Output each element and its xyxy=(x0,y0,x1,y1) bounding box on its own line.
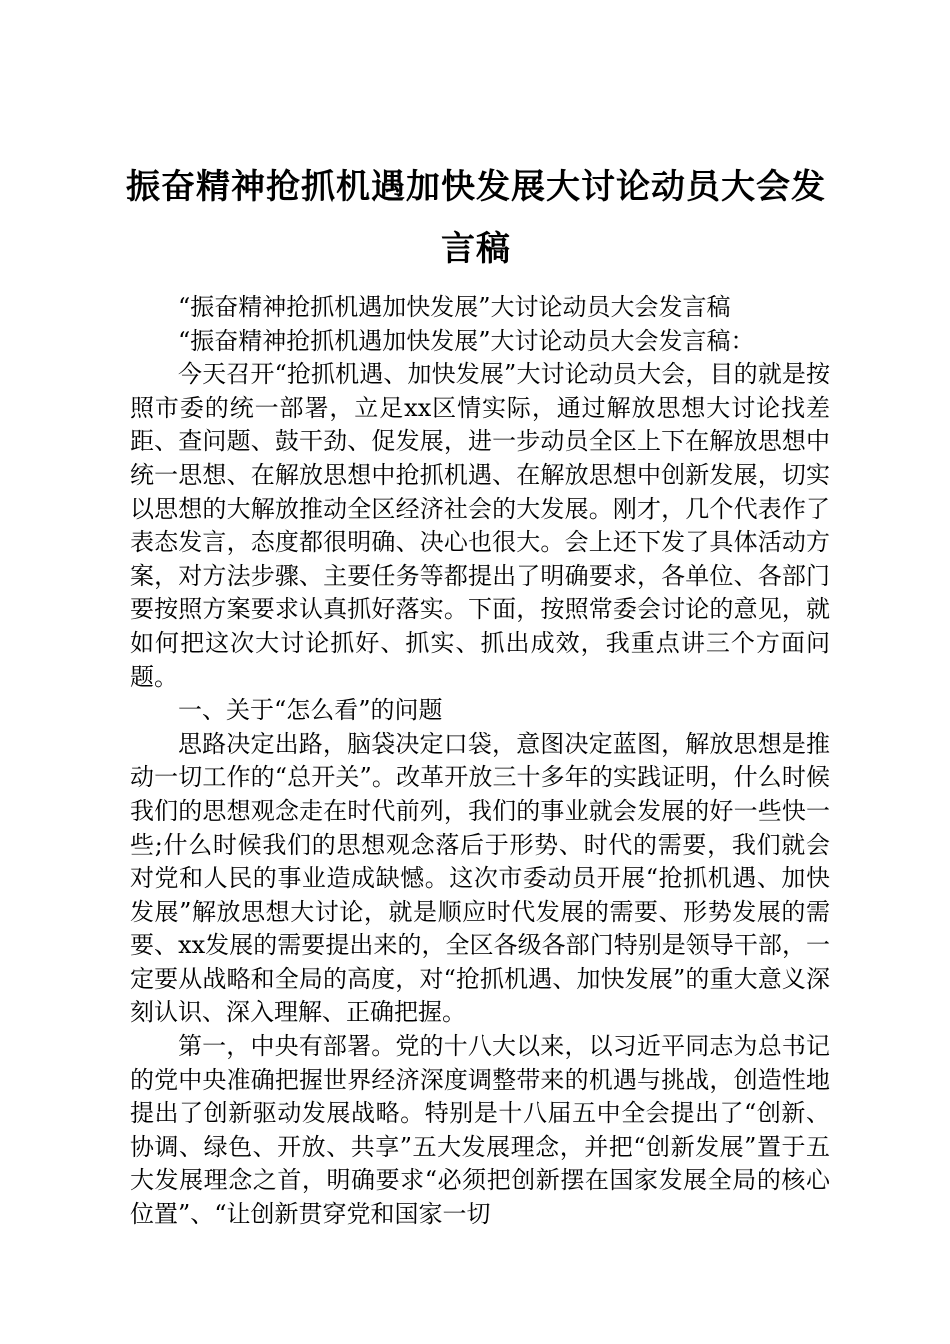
section-heading-1: 一、关于“怎么看”的问题 xyxy=(178,696,443,725)
paragraph-opening: 今天召开“抢抓机遇、加快发展”大讨论动员大会，目的就是按照市委的统一部署，立足xx区情实际，通过解放思想大讨论找差距、查问题、鼓干劲、促发展，进一步动员全区上下在解放思想中统一思想、在解放思想中抢抓机遇、在解放思想中创新发展，切实以思想的大解放推动全区经济社会的大发展。刚才，几个代表作了表态发言，态度都很明确、决心也很大。会上还下发了具体活动方案，对方法步骤、主要任务等都提出了明确要求，各单位、各部门要按照方案要求认真抓好落实。下面，按照常委会讨论的意见，就如何把这次大讨论抓好、抓实、抓出成效，我重点讲三个方面问题。 xyxy=(130,360,830,691)
paragraph-first-point: 第一，中央有部署。党的十八大以来，以习近平同志为总书记的党中央准确把握世界经济深度调整带来的机遇与挑战，创造性地提出了创新驱动发展战略。特别是十八届五中全会提出了“创新、协调、绿色、开放、共享”五大发展理念，并把“创新发展”置于五大发展理念之首，明确要求“必须把创新摆在国家发展全局的核心位置”、“让创新贯穿党和国家一切 xyxy=(130,1032,830,1229)
document-body xyxy=(130,291,830,1232)
document-title: 振奋精神抢抓机遇加快发展大讨论动员大会发言稿 xyxy=(126,167,826,269)
paragraph-thinking: 思路决定出路，脑袋决定口袋，意图决定蓝图，解放思想是推动一切工作的“总开关”。改革开放三十多年的实践证明，什么时候我们的思想观念走在时代前列，我们的事业就会发展的好一些快一些;什么时候我们的思想观念落后于形势、时代的需要，我们就会对党和人民的事业造成缺憾。这次市委动员开展“抢抓机遇、加快发展”解放思想大讨论，就是顺应时代发展的需要、形势发展的需要、xx发展的需要提出来的，全区各级各部门特别是领导干部，一定要从战略和全局的高度，对“抢抓机遇、加快发展”的重大意义深刻认识、深入理解、正确把握。 xyxy=(130,729,830,1027)
paragraph-subtitle-colon: “振奋精神抢抓机遇加快发展”大讨论动员大会发言稿： xyxy=(178,326,755,355)
paragraph-subtitle: “振奋精神抢抓机遇加快发展”大讨论动员大会发言稿 xyxy=(178,293,731,321)
